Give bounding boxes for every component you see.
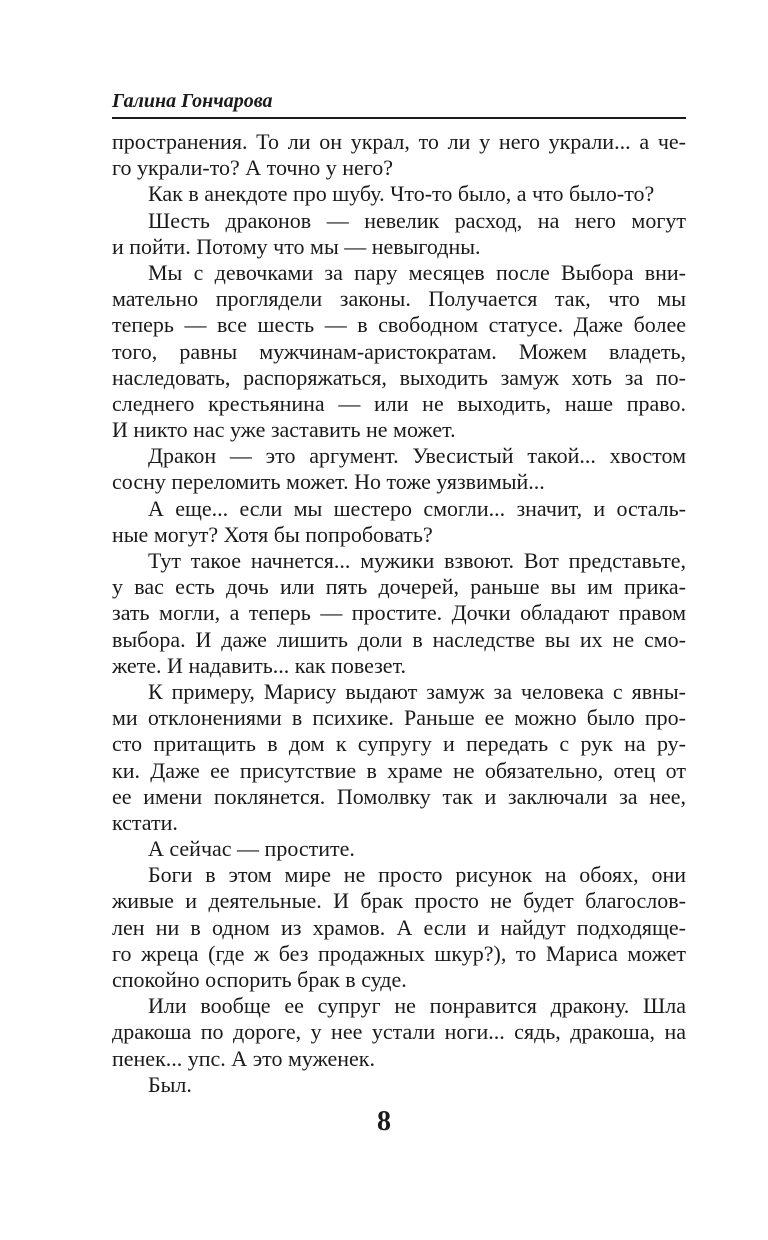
text-line: следнего крестьянина — или не выходить, наше право.: [112, 390, 686, 416]
text-line: ее имени поклянется. Помолвку так и заключали за нее,: [112, 783, 686, 809]
body-text: [112, 129, 686, 1098]
text-line: мательно проглядели законы. Получается так, что мы: [112, 286, 686, 312]
text-line: Был.: [148, 1071, 192, 1097]
text-line: живые и деятельные. И брак просто не будет благослов-: [112, 888, 686, 914]
text-line: Или вообще ее супруг не понравится дракону. Шла: [148, 993, 686, 1019]
text-line: А еще... если мы шестеро смогли... значит, и осталь-: [148, 495, 686, 521]
text-line: пространения. То ли он украл, то ли у него украли... а че-: [112, 129, 686, 154]
text-line: выбора. И даже лишить доли в наследстве вы их не смо-: [112, 626, 686, 652]
text-line: наследовать, распоряжаться, выходить замуж хоть за по-: [112, 364, 686, 390]
text-line: того, равны мужчинам-аристократам. Можем владеть,: [112, 338, 686, 364]
text-line: ми отклонениями в психике. Раньше ее можно было про-: [112, 705, 686, 731]
text-line: Боги в этом мире не просто рисунок на обоях, они: [148, 862, 686, 888]
text-line: жете. И надавить... как повезет.: [112, 652, 407, 678]
text-line: лен ни в одном из храмов. А если и найдут подходяще-: [112, 914, 686, 940]
text-line: Как в анекдоте про шубу. Что-то было, а что было-то?: [148, 181, 655, 207]
text-line: у вас есть дочь или пять дочерей, раньше вы им прика-: [112, 574, 686, 600]
text-line: пенек... упс. А это муженек.: [112, 1045, 375, 1071]
text-line: ные могут? Хотя бы попробовать?: [112, 521, 433, 547]
running-header: [112, 88, 686, 119]
text-line: кстати.: [112, 809, 178, 835]
text-line: А сейчас — простите.: [148, 836, 355, 862]
text-line: теперь — все шесть — в свободном статусе. Даже более: [112, 312, 686, 338]
text-line: К примеру, Марису выдают замуж за человека с явны-: [148, 678, 686, 704]
author-name: Галина Гончарова: [112, 90, 273, 112]
text-line: Дракон — это аргумент. Увесистый такой... хвостом: [148, 443, 686, 469]
text-line: дракоша по дороге, у нее устали ноги... сядь, дракоша, на: [112, 1019, 686, 1045]
text-line: го украли-то? А точно у него?: [112, 155, 394, 181]
text-line: ки. Даже ее присутствие в храме не обязательно, отец от: [112, 757, 686, 783]
text-line: зать могли, а теперь — простите. Дочки обладают правом: [112, 600, 686, 626]
text-line: Тут такое начнется... мужики взвоют. Вот представьте,: [148, 548, 686, 573]
text-line: го жреца (где ж без продажных шкур?), то Мариса может: [112, 940, 686, 966]
text-line: сто притащить в дом к супругу и передать с рук на ру-: [112, 731, 686, 757]
page-number: 8: [377, 1106, 391, 1137]
text-line: спокойно оспорить брак в суде.: [112, 967, 407, 992]
text-line: И никто нас уже заставить не может.: [112, 417, 456, 443]
text-line: и пойти. Потому что мы — невыгодны.: [112, 233, 481, 259]
text-line: Мы с девочками за пару месяцев после Выбора вни-: [148, 259, 686, 285]
text-line: Шесть драконов — невелик расход, на него могут: [148, 207, 686, 233]
text-line: сосну переломить может. Но тоже уязвимый...: [112, 469, 545, 495]
